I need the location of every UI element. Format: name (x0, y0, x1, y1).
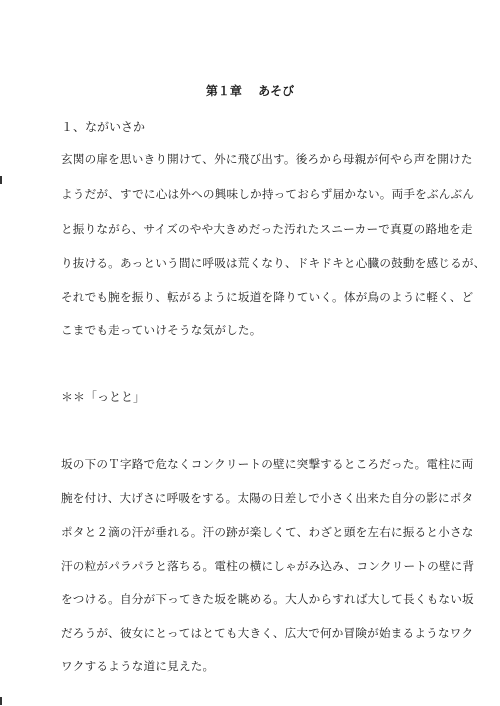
paragraph1-line: それでも腕を振り、転がるように坂道を降りていく。体が鳥のように軽く、ど (61, 290, 474, 304)
paragraph2-line: ワクするような道に見えた。 (61, 659, 215, 673)
paragraph1-line: ようだが、すでに心は外への興味しか持っておらず届かない。両手をぶんぶん (61, 187, 475, 201)
paragraph2-line: だろうが、彼女にとってはとても大きく、広大で何か冒険が始まるようなワク (61, 626, 474, 640)
chapter-title: 第１章 あそび (205, 84, 295, 98)
paragraph1-line: 玄関の扉を思いきり開けて、外に飛び出す。後ろから母親が何やら声を開けた (61, 152, 473, 166)
paragraph2-line: 坂の下のＴ字路で危なくコンクリートの壁に突撃するところだった。電柱に両 (61, 457, 474, 471)
paragraph2-line: 腕を付け、大げさに呼吸をする。太陽の日差しで小さく出来た自分の影にポタ (61, 491, 474, 505)
section-heading: １、ながいさか (61, 120, 146, 134)
paragraph1-line: こまでも走っていけそうな気がした。 (61, 323, 262, 337)
paragraph2-line: 汗の粒がパラパラと落ちる。電柱の横にしゃがみ込み、コンクリートの壁に背 (61, 559, 475, 573)
margin-mark (0, 697, 2, 705)
dialog-line: ＊＊「っとと」 (61, 390, 146, 404)
paragraph1-line: と振りながら、サイズのやや大きめだった汚れたスニーカーで真夏の路地を走 (61, 222, 473, 236)
paragraph2-line: ポタと２滴の汗が垂れる。汗の跡が楽しくて、わざと頭を左右に振ると小さな (61, 525, 474, 539)
margin-mark (0, 176, 2, 184)
paragraph1-line: り抜ける。あっという間に呼吸は荒くなり、ドキドキと心臓の鼓動を感じるが、 (61, 256, 486, 270)
paragraph2-line: をつける。自分が下ってきた坂を眺める。大人からすれば大して長くもない坂 (61, 592, 474, 606)
